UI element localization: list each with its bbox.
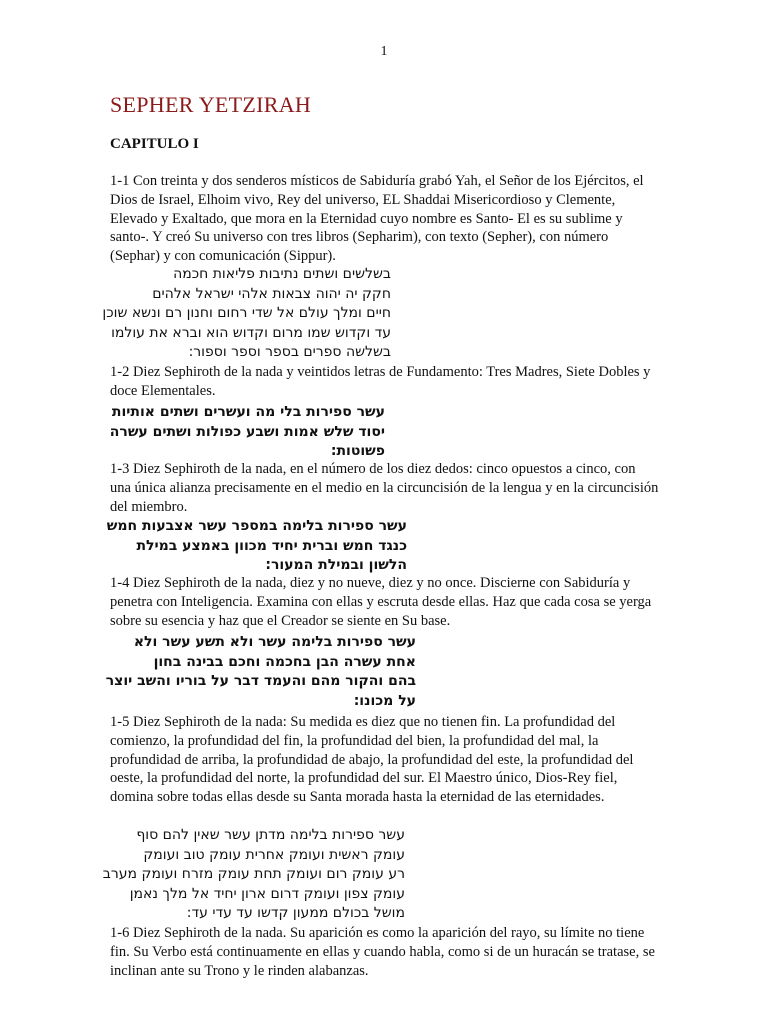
document-title: SEPHER YETZIRAH: [110, 92, 312, 117]
hebrew-block-1-3: [107, 517, 407, 576]
hebrew-line: בהם והקור מהם והעמד דבר על בוריו והשב יוצר: [105, 673, 416, 689]
page-number: 1: [380, 44, 388, 59]
hebrew-line: כנגד חמש וברית יחיד מכוון באמצע במילת: [136, 537, 407, 554]
paragraph-1-5: 1-5 Diez Sephiroth de la nada: Su medida es diez que no tienen fin. La profundidad del comienzo, la profundidad del fin, la profundidad del bien, la profundidad del mal, la profundidad de arriba, la profundidad de abajo, la profundidad del este, la profundidad del oeste, la profundidad del norte, la profundidad del sur. El Maestro único, Dios-Rey fiel, domina sobre todas ellas desde su Santa morada hasta la eternidad de las eternidades.: [110, 714, 634, 806]
hebrew-line: עומק ראשית ועומק אחרית עומק טוב ועומק: [143, 846, 405, 863]
hebrew-line: מושל בכולם ממעון קדשו עד עדי עד:: [186, 905, 405, 921]
hebrew-line: בשלשים ושתים נתיבות פליאות חכמה: [173, 266, 391, 282]
hebrew-block-1-5: [103, 826, 405, 924]
hebrew-line: על מכונו:: [353, 692, 416, 709]
hebrew-line: אחת עשרה הבן בחכמה וחכם בבינה בחון: [153, 653, 416, 670]
hebrew-line: עשר ספירות בלימה מדתן עשר שאין להם סוף: [136, 827, 405, 843]
hebrew-line: יסוד שלש אמות ושבע כפולות ושתים עשרה: [109, 423, 385, 440]
hebrew-line: בשלשה ספרים בספר וספר וספור:: [188, 344, 391, 360]
hebrew-line: עשר ספירות בלי מה ועשרים ושתים אותיות: [111, 404, 385, 420]
hebrew-line: עשר ספירות בלימה עשר ולא תשע עשר ולא: [133, 634, 416, 650]
hebrew-block-1-2: [110, 403, 385, 462]
chapter-heading: CAPITULO I: [110, 136, 199, 152]
paragraph-1-3: 1-3 Diez Sephiroth de la nada, en el número de los diez dedos: cinco opuestos a cinco, con una única alianza precisamente en el medio en la circuncisión de la lengua y en la circuncisión del miembro.: [110, 461, 659, 515]
hebrew-line: הלשון ובמילת המעור:: [265, 557, 407, 573]
hebrew-line: עד וקדוש שמו מרום וקדוש הוא וברא את עולמו: [111, 324, 391, 341]
hebrew-line: חיים ומלך עולם אל שדי רחום וחנון רם ונשא שוכן: [102, 305, 391, 321]
hebrew-line: עומק צפון ועומק דרום ארון יחיד אל מלך נאמן: [129, 885, 405, 902]
paragraph-1-1: 1-1 Con treinta y dos senderos místicos de Sabiduría grabó Yah, el Señor de los Ejércitos, el Dios de Israel, Elhoim vivo, Rey del universo, EL Shaddai Misericordioso y Clemente, Elevado y Exaltado, que mora en la Eternidad cuyo nombre es Santo- El es su sublime y santo-. Y creó Su universo con tres libros (Sepharim), con texto (Sepher), con número (Sephar) y con comunicación (Sippur).: [110, 173, 644, 265]
hebrew-line: עשר ספירות בלימה במספר עשר אצבעות חמש: [106, 518, 407, 534]
paragraph-1-4: 1-4 Diez Sephiroth de la nada, diez y no nueve, diez y no once. Discierne con Sabiduría y penetra con Inteligencia. Examina con ellas y escruta desde ellas. Haz que cada cosa se yerga sobre su esencia y haz que el Creador se siente en Su base.: [110, 575, 652, 629]
hebrew-block-1-1: [102, 265, 391, 363]
hebrew-block-1-4: [106, 633, 416, 711]
hebrew-line: רע עומק רום ועומק תחת עומק מזרח ועומק מערב: [102, 866, 405, 882]
hebrew-line: חקק יה יהוה צבאות אלהי ישראל אלהים: [152, 285, 391, 302]
paragraph-1-6: 1-6 Diez Sephiroth de la nada. Su aparición es como la aparición del rayo, su límite no tiene fin. Su Verbo está continuamente en ellas y cuando habla, como si de un huracán se tratase, se inclinan ante su Trono y le rinden alabanzas.: [110, 925, 655, 979]
hebrew-line: פשוטות:: [330, 443, 385, 459]
paragraph-1-2: 1-2 Diez Sephiroth de la nada y veintidos letras de Fundamento: Tres Madres, Siete Dobles y doce Elementales.: [110, 364, 651, 399]
